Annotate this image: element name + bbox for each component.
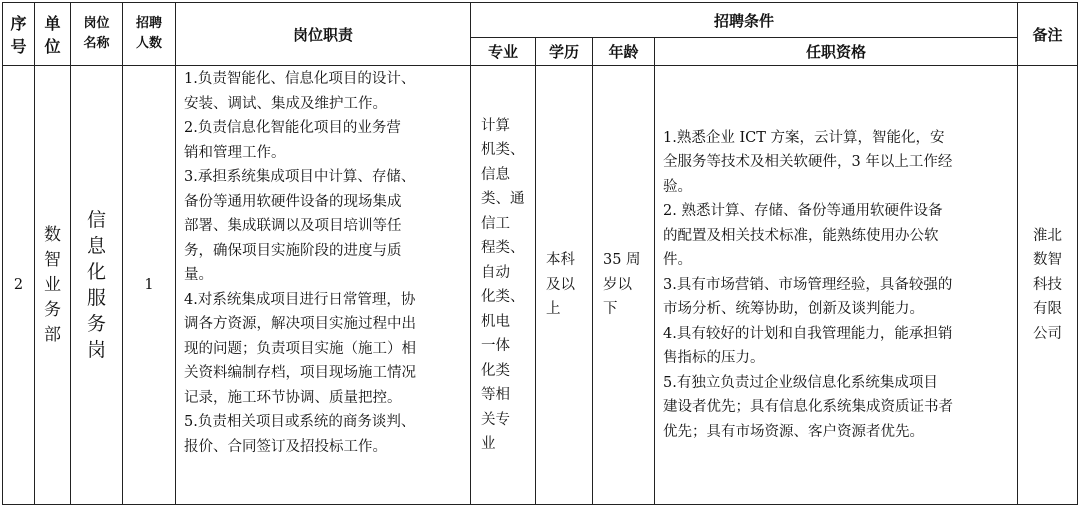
header-position-name: 岗位 名称 xyxy=(71,3,123,66)
cell-remarks: 淮北 数智 科技 有限 公司 xyxy=(1018,66,1078,505)
table-row xyxy=(3,66,1078,505)
header-headcount: 招聘 人数 xyxy=(123,3,176,66)
cell-position-name: 信 息 化 服 务 岗 xyxy=(71,66,123,505)
header-major: 专业 xyxy=(471,38,536,66)
cell-headcount: 1 xyxy=(123,66,176,505)
header-conditions: 招聘条件 xyxy=(471,3,1018,38)
header-qualifications: 任职资格 xyxy=(655,38,1018,66)
header-education: 学历 xyxy=(536,38,593,66)
header-remarks: 备注 xyxy=(1018,3,1078,66)
header-seq: 序 号 xyxy=(3,3,35,66)
cell-qualifications: 1.熟悉企业 ICT 方案，云计算，智能化，安 全服务等技术及相关软硬件，3 年以上工作经 验。 2. 熟悉计算、存储、备份等通用软硬件设备 的配置及相关技术标准，能熟练使用办公软 件。 3.具有市场营销、市场管理经验，具备较强的 市场分析、统筹协助，创新及谈判能力。 4.具有较好的计划和自我管理能力，能承担销 售指标的压力。 5.有独立负责过企业级信息化系统集成项目 建设者优先；具有信息化系统集成资质证书者 优先；具有市场资源、客户资源者优先。 xyxy=(655,66,1018,505)
header-duties: 岗位职责 xyxy=(176,3,471,66)
cell-education: 本科 及以 上 xyxy=(536,66,593,505)
cell-major: 计算 机类、 信息 类、通 信工 程类、 自动 化类、 机电 一体 化类 等相 关专 业 xyxy=(471,66,536,505)
recruitment-table xyxy=(2,2,1078,505)
cell-unit: 数 智 业 务 部 xyxy=(35,66,71,505)
header-age: 年龄 xyxy=(593,38,655,66)
cell-duties: 1.负责智能化、信息化项目的设计、 安装、调试、集成及维护工作。 2.负责信息化智能化项目的业务营 销和管理工作。 3.承担系统集成项目中计算、存储、 备份等通用软硬件设备的现场集成 部署、集成联调以及项目培训等任 务，确保项目实施阶段的进度与质 量。 4.对系统集成项目进行日常管理，协 调各方资源，解决项目实施过程中出 现的问题；负责项目实施（施工）相 关资料编制存档，项目现场施工情况 记录，施工环节协调、质量把控。 5.负责相关项目或系统的商务谈判、 报价、合同签订及招投标工作。 xyxy=(176,66,471,505)
cell-seq: 2 xyxy=(3,66,35,505)
header-unit: 单 位 xyxy=(35,3,71,66)
cell-age: 35 周 岁以 下 xyxy=(593,66,655,505)
